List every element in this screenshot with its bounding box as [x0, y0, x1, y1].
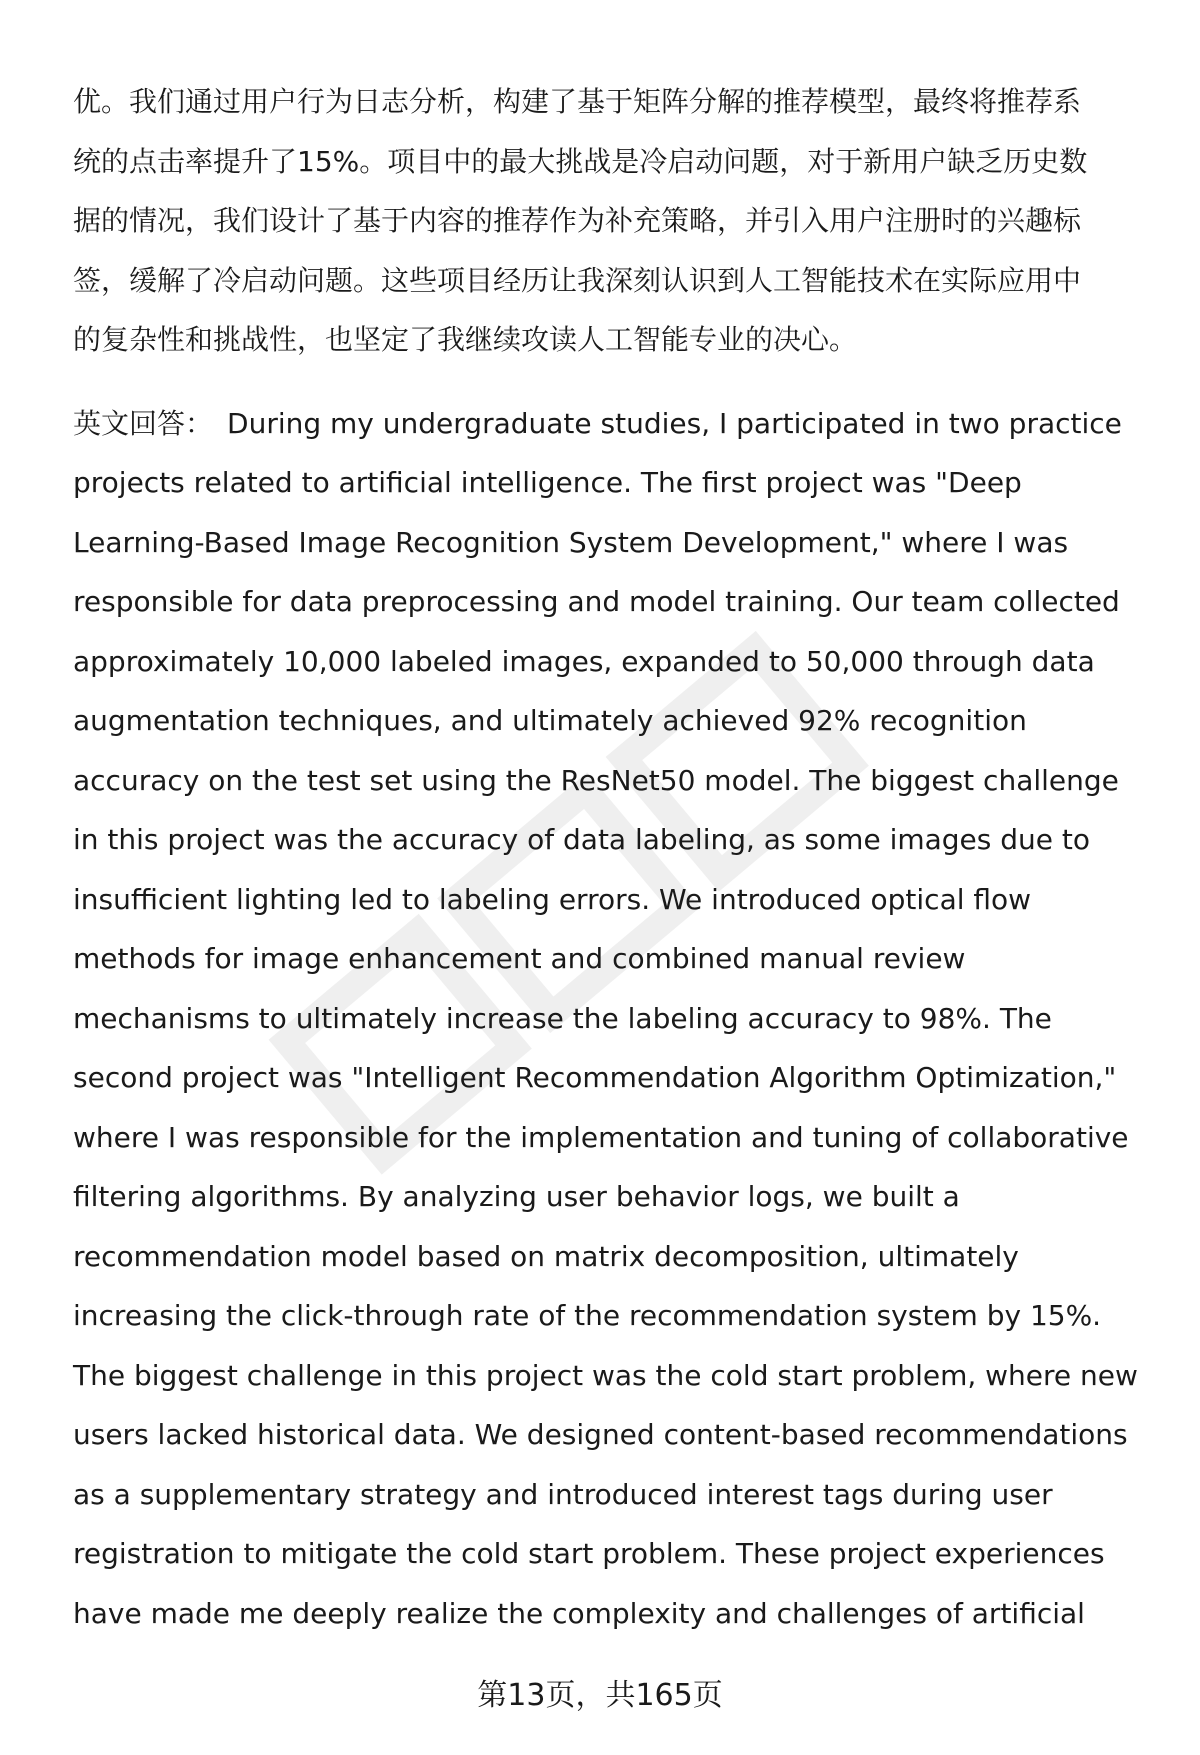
- text-line: augmentation techniques, and ultimately achieved 92% recognition: [73, 704, 1027, 737]
- text-line: 的复杂性和挑战性，也坚定了我继续攻读人工智能专业的决心。: [73, 323, 858, 356]
- english-answer-label: 英文回答：: [73, 406, 214, 440]
- text-line: filtering algorithms. By analyzing user behavior logs, we built a: [73, 1180, 960, 1213]
- chinese-answer-paragraph: [73, 72, 1153, 370]
- text-line: 据的情况，我们设计了基于内容的推荐作为补充策略，并引入用户注册时的兴趣标: [73, 204, 1082, 237]
- text-line: in this project was the accuracy of data labeling, as some images due to: [73, 823, 1091, 856]
- text-line-content: During my undergraduate studies, I participated in two practice: [227, 406, 1122, 440]
- english-answer-paragraph: [73, 394, 1153, 1644]
- text-line: registration to mitigate the cold start problem. These project experiences: [73, 1537, 1105, 1570]
- text-line: 优。我们通过用户行为日志分析，构建了基于矩阵分解的推荐模型，最终将推荐系: [73, 85, 1082, 118]
- text-line: responsible for data preprocessing and model training. Our team collected: [73, 585, 1120, 618]
- text-line: users lacked historical data. We designed content-based recommendations: [73, 1418, 1128, 1451]
- text-line: The biggest challenge in this project was the cold start problem, where new: [73, 1358, 1138, 1392]
- text-line: Learning-Based Image Recognition System Development," where I was: [73, 525, 1069, 559]
- text-line: as a supplementary strategy and introduced interest tags during user: [73, 1477, 1053, 1511]
- text-line: approximately 10,000 labeled images, expanded to 50,000 through data: [73, 644, 1095, 678]
- text-line: increasing the click-through rate of the recommendation system by 15%.: [73, 1299, 1102, 1332]
- document-body: [73, 72, 1153, 1643]
- text-line: 统的点击率提升了15%。项目中的最大挑战是冷启动问题，对于新用户缺乏历史数: [73, 144, 1088, 178]
- text-line: where I was responsible for the implementation and tuning of collaborative: [73, 1120, 1129, 1154]
- text-line: [73, 394, 1153, 454]
- text-line: have made me deeply realize the complexity and challenges of artificial: [73, 1596, 1085, 1630]
- text-line: mechanisms to ultimately increase the labeling accuracy to 98%. The: [73, 1001, 1052, 1035]
- text-line: recommendation model based on matrix decomposition, ultimately: [73, 1239, 1019, 1273]
- text-line: projects related to artificial intelligence. The first project was "Deep: [73, 466, 1022, 499]
- text-line: insufficient lighting led to labeling errors. We introduced optical flow: [73, 882, 1032, 916]
- text-line: methods for image enhancement and combined manual review: [73, 942, 966, 975]
- text-line: 签，缓解了冷启动问题。这些项目经历让我深刻认识到人工智能技术在实际应用中: [73, 263, 1082, 297]
- page-number-footer: 第13页，共165页: [477, 1678, 723, 1713]
- text-line: accuracy on the test set using the ResNet50 model. The biggest challenge: [73, 763, 1119, 797]
- text-line: second project was "Intelligent Recommendation Algorithm Optimization,": [73, 1061, 1117, 1094]
